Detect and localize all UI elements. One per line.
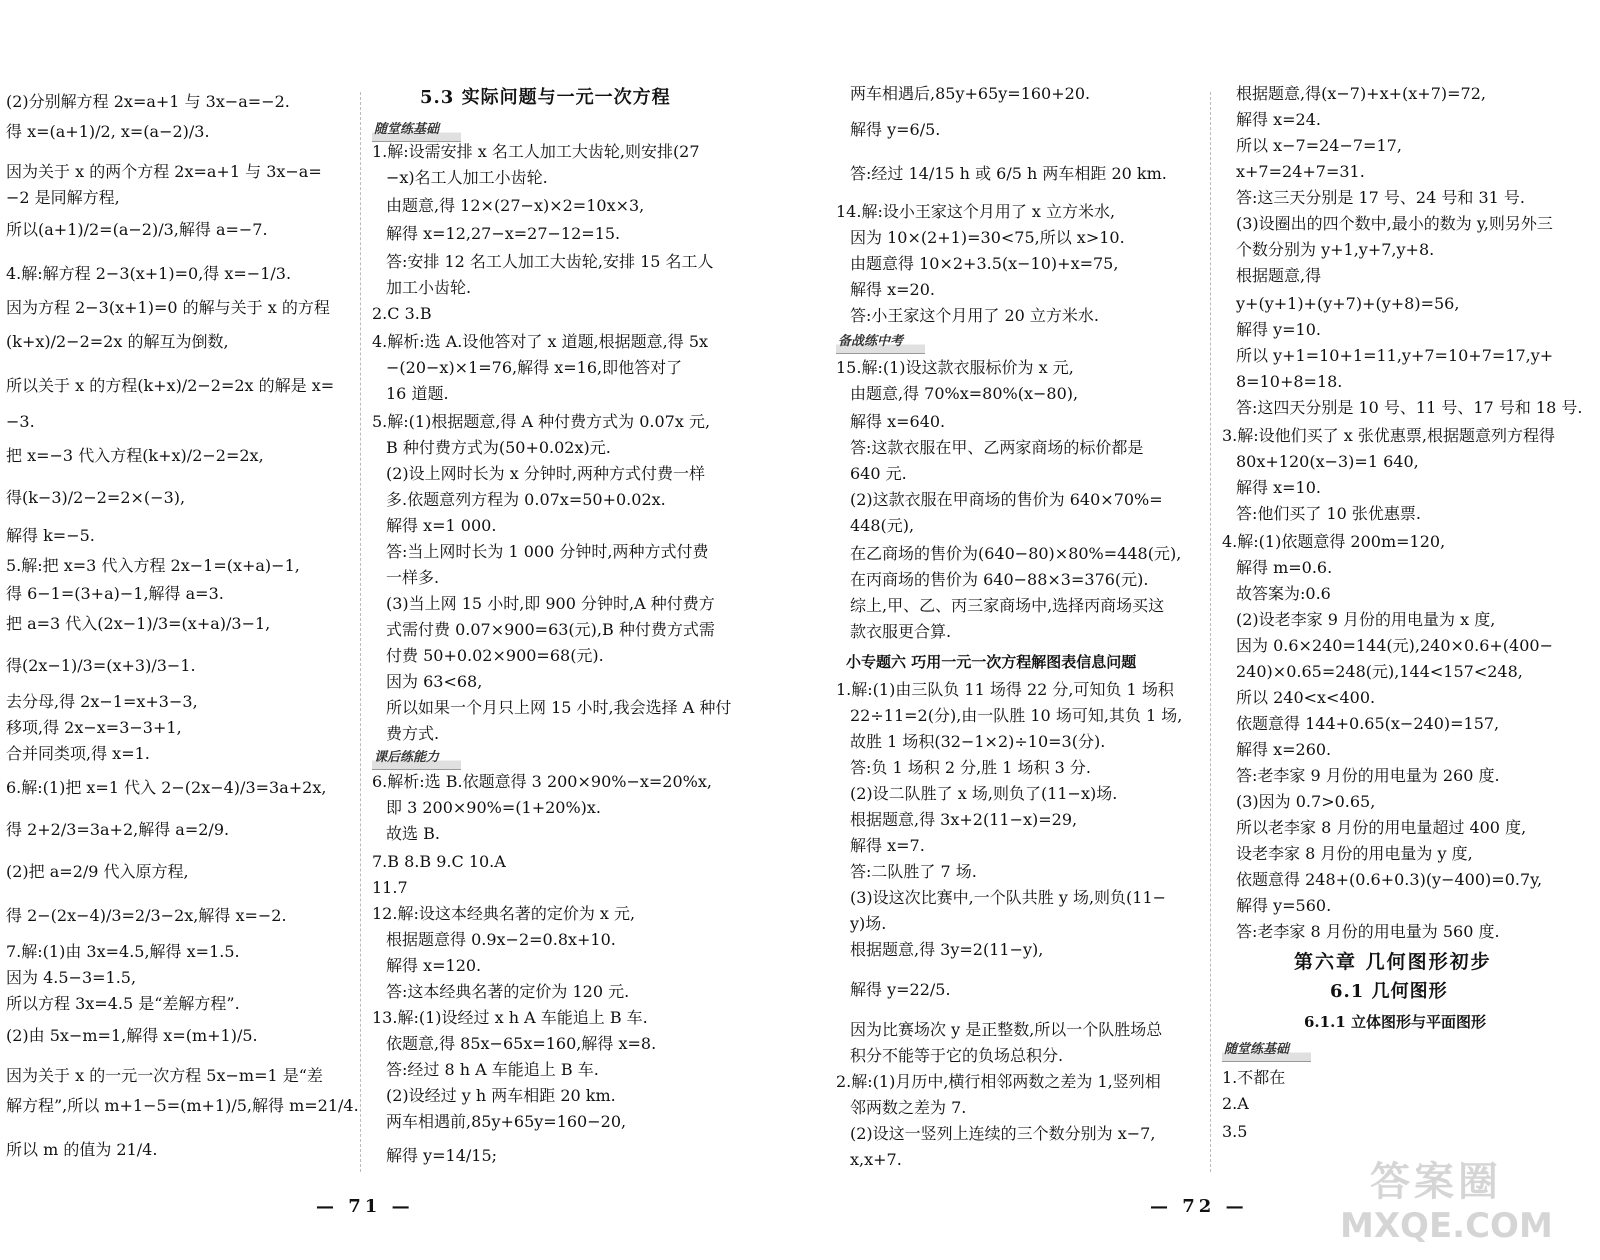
text-line: 6.解:(1)把 x=1 代入 2−(2x−4)/3=3a+2x, — [6, 778, 327, 797]
text-line: 依题意得 248+(0.6+0.3)(y−400)=0.7y, — [1236, 870, 1543, 889]
text-line: (3)设圈出的四个数中,最小的数为 y,则另外三 — [1236, 214, 1553, 233]
text-line: 付费 50+0.02×900=68(元). — [386, 646, 604, 665]
subsection-title: 6.1.1 立体图形与平面图形 — [1304, 1013, 1486, 1031]
text-line: 所以如果一个月只上网 15 小时,我会选择 A 种付 — [386, 698, 732, 717]
text-line: 答:经过 8 h A 车能追上 B 车. — [386, 1060, 599, 1079]
text-line: 得 x=(a+1)/2, x=(a−2)/3. — [6, 122, 210, 141]
text-line: 因为方程 2−3(x+1)=0 的解与关于 x 的方程 — [6, 298, 330, 317]
text-line: 所以 240<x<400. — [1236, 688, 1376, 707]
text-line: 所以关于 x 的方程(k+x)/2−2=2x 的解是 x= — [6, 376, 335, 395]
chapter-title: 第六章 几何图形初步 — [1294, 951, 1492, 973]
text-line: 16 道题. — [386, 384, 449, 403]
text-line: 解得 y=560. — [1236, 896, 1332, 915]
text-line: 解得 x=20. — [850, 280, 935, 299]
text-line: 解得 x=120. — [386, 956, 482, 975]
section-title: 6.1 几何图形 — [1330, 981, 1448, 1002]
text-line: (2)由 5x−m=1,解得 x=(m+1)/5. — [6, 1026, 258, 1045]
text-line: −3. — [6, 412, 35, 431]
text-line: 1.解:设需安排 x 名工人加工大齿轮,则安排(27 — [372, 142, 700, 161]
text-line: 由题意,得 70%x=80%(x−80), — [850, 384, 1079, 403]
text-line: (2)把 a=2/9 代入原方程, — [6, 862, 189, 881]
text-line: 去分母,得 2x−1=x+3−3, — [6, 692, 198, 711]
text-line: 1.解:(1)由三队负 11 场得 22 分,可知负 1 场积 — [836, 680, 1174, 699]
text-line: (k+x)/2−2=2x 的解互为倒数, — [6, 332, 229, 351]
text-line: 答:二队胜了 7 场. — [850, 862, 977, 881]
text-line: 答:安排 12 名工人加工大齿轮,安排 15 名工人 — [386, 252, 714, 271]
text-line: 在乙商场的售价为(640−80)×80%=448(元), — [850, 544, 1182, 563]
watermark-bottom-text: MXQE.COM — [1340, 1206, 1553, 1246]
text-line: 所以 m 的值为 21/4. — [6, 1140, 158, 1159]
text-line: 由题意得 10×2+3.5(x−10)+x=75, — [850, 254, 1119, 273]
text-line: 所以(a+1)/2=(a−2)/3,解得 a=−7. — [6, 220, 268, 239]
text-line: (2)这款衣服在甲商场的售价为 640×70%= — [850, 490, 1163, 509]
text-line: (3)设这次比赛中,一个队共胜 y 场,则负(11− — [850, 888, 1167, 907]
text-line: 12.解:设这本经典名著的定价为 x 元, — [372, 904, 636, 923]
text-line: x,x+7. — [850, 1150, 902, 1169]
text-line: 多.依题意列方程为 0.07x=50+0.02x. — [386, 490, 666, 509]
text-line: 解得 x=10. — [1236, 478, 1321, 497]
text-line: 解得 y=22/5. — [850, 980, 951, 999]
text-line: 14.解:设小王家这个月用了 x 立方米水, — [836, 202, 1116, 221]
text-line: 得(2x−1)/3=(x+3)/3−1. — [6, 656, 196, 675]
text-line: 故答案为:0.6 — [1236, 584, 1331, 603]
text-line: 4.解析:选 A.设他答对了 x 道题,根据题意,得 5x — [372, 332, 709, 351]
section-tag: 随堂练基础 — [1222, 1038, 1311, 1062]
text-line: 1.不都在 — [1222, 1068, 1286, 1087]
text-line: 解得 x=640. — [850, 412, 946, 431]
text-line: 一样多. — [386, 568, 440, 587]
text-line: (3)当上网 15 小时,即 900 分钟时,A 种付费方 — [386, 594, 715, 613]
text-line: (2)设上网时长为 x 分钟时,两种方式付费一样 — [386, 464, 705, 483]
text-line: 根据题意,得(x−7)+x+(x+7)=72, — [1236, 84, 1486, 103]
text-line: y+(y+1)+(y+7)+(y+8)=56, — [1236, 294, 1460, 313]
text-line: 11.7 — [372, 878, 408, 897]
text-line: 15.解:(1)设这款衣服标价为 x 元, — [836, 358, 1074, 377]
text-line: 把 x=−3 代入方程(k+x)/2−2=2x, — [6, 446, 264, 465]
page-number-left: — 71 — — [316, 1196, 414, 1217]
text-line: 答:经过 14/15 h 或 6/5 h 两车相距 20 km. — [850, 164, 1167, 183]
text-line: 所以方程 3x=4.5 是“差解方程”. — [6, 994, 240, 1013]
page-number-right: — 72 — — [1150, 1196, 1248, 1217]
text-line: 因为 4.5−3=1.5, — [6, 968, 137, 987]
column-divider — [1210, 92, 1211, 1172]
text-line: 解方程”,所以 m+1−5=(m+1)/5,解得 m=21/4. — [6, 1096, 359, 1115]
text-line: 款衣服更合算. — [850, 622, 952, 641]
text-line: 得(k−3)/2−2=2×(−3), — [6, 488, 186, 507]
text-line: 2.C 3.B — [372, 304, 432, 323]
text-line: 所以 x−7=24−7=17, — [1236, 136, 1402, 155]
text-line: 因为关于 x 的一元一次方程 5x−m=1 是“差 — [6, 1066, 323, 1085]
text-line: 积分不能等于它的负场总积分. — [850, 1046, 1064, 1065]
text-line: −2 是同解方程, — [6, 188, 120, 207]
text-line: 因为 0.6×240=144(元),240×0.6+(400− — [1236, 636, 1553, 655]
text-line: 4.解:(1)依题意得 200m=120, — [1222, 532, 1446, 551]
text-line: 答:这三天分别是 17 号、24 号和 31 号. — [1236, 188, 1525, 207]
text-line: 答:小王家这个月用了 20 立方米水. — [850, 306, 1100, 325]
text-line: 根据题意,得 3y=2(11−y), — [850, 940, 1044, 959]
text-line: 综上,甲、乙、丙三家商场中,选择丙商场买这 — [850, 596, 1165, 615]
text-line: 得 6−1=(3+a)−1,解得 a=3. — [6, 584, 224, 603]
text-line: y)场. — [850, 914, 887, 933]
text-line: 把 a=3 代入(2x−1)/3=(x+a)/3−1, — [6, 614, 271, 633]
text-line: 邻两数之差为 7. — [850, 1098, 967, 1117]
text-line: B 种付费方式为(50+0.02x)元. — [386, 438, 611, 457]
text-line: 答:当上网时长为 1 000 分钟时,两种方式付费 — [386, 542, 709, 561]
text-line: 解得 x=7. — [850, 836, 925, 855]
text-line: 解得 k=−5. — [6, 526, 95, 545]
text-line: 解得 x=12,27−x=27−12=15. — [386, 224, 621, 243]
text-line: 费方式. — [386, 724, 440, 743]
text-line: 4.解:解方程 2−3(x+1)=0,得 x=−1/3. — [6, 264, 292, 283]
text-line: 答:这款衣服在甲、乙两家商场的标价都是 — [850, 438, 1144, 457]
text-line: 由题意,得 12×(27−x)×2=10x×3, — [386, 196, 645, 215]
text-line: 7.B 8.B 9.C 10.A — [372, 852, 506, 871]
text-line: 所以 y+1=10+1=11,y+7=10+7=17,y+ — [1236, 346, 1554, 365]
text-line: 答:这四天分别是 10 号、11 号、17 号和 18 号. — [1236, 398, 1583, 417]
text-line: 答:负 1 场积 2 分,胜 1 场积 3 分. — [850, 758, 1091, 777]
text-line: 解得 y=14/15; — [386, 1146, 498, 1165]
text-line: 根据题意,得 3x+2(11−x)=29, — [850, 810, 1078, 829]
text-line: 答:老李家 9 月份的用电量为 260 度. — [1236, 766, 1500, 785]
text-line: 加工小齿轮. — [386, 278, 472, 297]
text-line: 得 2+2/3=3a+2,解得 a=2/9. — [6, 820, 230, 839]
text-line: 8=10+8=18. — [1236, 372, 1343, 391]
text-line: 在丙商场的售价为 640−88×3=376(元). — [850, 570, 1149, 589]
watermark-top-text: 答案圈 — [1370, 1159, 1502, 1205]
text-line: 合并同类项,得 x=1. — [6, 744, 150, 763]
text-line: 6.解析:选 B.依题意得 3 200×90%−x=20%x, — [372, 772, 712, 791]
column-divider — [360, 92, 361, 1172]
text-line: 因为 63<68, — [386, 672, 483, 691]
text-line: 3.解:设他们买了 x 张优惠票,根据题意列方程得 — [1222, 426, 1555, 445]
text-line: 答:他们买了 10 张优惠票. — [1236, 504, 1422, 523]
text-line: 故选 B. — [386, 824, 440, 843]
text-line: 根据题意,得 — [1236, 266, 1322, 285]
text-line: 448(元), — [850, 516, 915, 535]
section-tag: 随堂练基础 — [372, 118, 461, 142]
text-line: 得 2−(2x−4)/3=2/3−2x,解得 x=−2. — [6, 906, 287, 925]
text-line: 3.5 — [1222, 1122, 1248, 1141]
section-tag: 课后练能力 — [372, 746, 461, 770]
watermark-logo — [1340, 1150, 1590, 1250]
text-line: 依题意得 144+0.65(x−240)=157, — [1236, 714, 1500, 733]
text-line: 5.解:把 x=3 代入方程 2x−1=(x+a)−1, — [6, 556, 300, 575]
text-line: 22÷11=2(分),由一队胜 10 场可知,其负 1 场, — [850, 706, 1183, 725]
text-line: 即 3 200×90%=(1+20%)x. — [386, 798, 602, 817]
text-line: 故胜 1 场积(32−1×2)÷10=3(分). — [850, 732, 1106, 751]
text-line: 解得 x=1 000. — [386, 516, 497, 535]
topic-title: 小专题六 巧用一元一次方程解图表信息问题 — [846, 653, 1137, 671]
text-line: 解得 x=24. — [1236, 110, 1321, 129]
text-line: (2)设这一竖列上连续的三个数分别为 x−7, — [850, 1124, 1156, 1143]
text-line: (2)设老李家 9 月份的用电量为 x 度, — [1236, 610, 1496, 629]
text-line: 根据题意得 0.9x−2=0.8x+10. — [386, 930, 616, 949]
text-line: (2)设二队胜了 x 场,则负了(11−x)场. — [850, 784, 1118, 803]
text-line: 5.解:(1)根据题意,得 A 种付费方式为 0.07x 元, — [372, 412, 711, 431]
section-tag: 备战练中考 — [836, 330, 925, 354]
text-line: 80x+120(x−3)=1 640, — [1236, 452, 1419, 471]
text-line: 2.解:(1)月历中,横行相邻两数之差为 1,竖列相 — [836, 1072, 1161, 1091]
text-line: 答:老李家 8 月份的用电量为 560 度. — [1236, 922, 1500, 941]
text-line: 解得 m=0.6. — [1236, 558, 1333, 577]
text-line: 因为关于 x 的两个方程 2x=a+1 与 3x−a= — [6, 162, 322, 181]
text-line: x+7=24+7=31. — [1236, 162, 1365, 181]
text-line: 式需付费 0.07×900=63(元),B 种付费方式需 — [386, 620, 715, 639]
text-line: 因为 10×(2+1)=30<75,所以 x>10. — [850, 228, 1125, 247]
text-line: 13.解:(1)设经过 x h A 车能追上 B 车. — [372, 1008, 648, 1027]
text-line: 依题意,得 85x−65x=160,解得 x=8. — [386, 1034, 657, 1053]
text-line: 两车相遇前,85y+65y=160−20, — [386, 1112, 627, 1131]
text-line: 解得 y=10. — [1236, 320, 1321, 339]
text-line: 240)×0.65=248(元),144<157<248, — [1236, 662, 1523, 681]
text-line: −x)名工人加工小齿轮. — [386, 168, 548, 187]
text-line: 两车相遇后,85y+65y=160+20. — [850, 84, 1091, 103]
text-line: 解得 y=6/5. — [850, 120, 941, 139]
text-line: (2)设经过 y h 两车相距 20 km. — [386, 1086, 616, 1105]
text-line: 所以老李家 8 月份的用电量超过 400 度, — [1236, 818, 1527, 837]
text-line: 移项,得 2x−x=3−3+1, — [6, 718, 182, 737]
text-line: −(20−x)×1=76,解得 x=16,即他答对了 — [386, 358, 683, 377]
text-line: 因为比赛场次 y 是正整数,所以一个队胜场总 — [850, 1020, 1163, 1039]
text-line: 7.解:(1)由 3x=4.5,解得 x=1.5. — [6, 942, 240, 961]
text-line: 个数分别为 y+1,y+7,y+8. — [1236, 240, 1435, 259]
text-line: 2.A — [1222, 1094, 1249, 1113]
text-line: 640 元. — [850, 464, 907, 483]
section-title: 5.3 实际问题与一元一次方程 — [420, 87, 671, 108]
text-line: 答:这本经典名著的定价为 120 元. — [386, 982, 630, 1001]
text-line: 设老李家 8 月份的用电量为 y 度, — [1236, 844, 1473, 863]
text-line: (2)分别解方程 2x=a+1 与 3x−a=−2. — [6, 92, 290, 111]
text-line: 解得 x=260. — [1236, 740, 1332, 759]
text-line: (3)因为 0.7>0.65, — [1236, 792, 1376, 811]
